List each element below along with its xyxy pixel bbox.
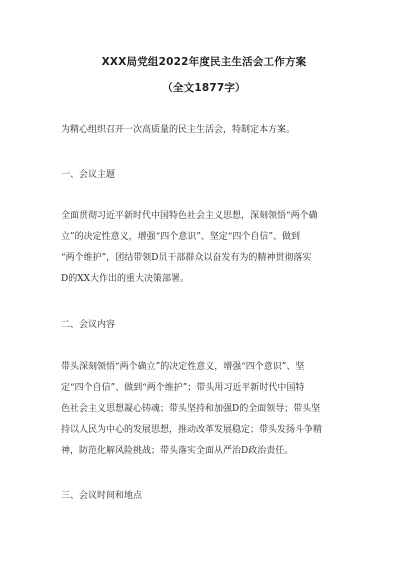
section-heading-1: 一、会议主题 [61, 170, 116, 180]
paragraph-line: 色社会主义思想凝心铸魂；带头坚持和加强D的全面领导；带头坚 [61, 404, 321, 414]
section-heading-2: 二、会议内容 [61, 320, 116, 330]
paragraph-line: 全面贯彻习近平新时代中国特色社会主义思想，深刻领悟“两个确 [61, 211, 318, 221]
paragraph-line: 立”的决定性意义，增强“四个意识”、坚定“四个自信”、做到 [61, 232, 301, 242]
section-paragraph-1 [61, 206, 351, 290]
paragraph-line: D的XX大作出的重大决策部署。 [61, 274, 190, 284]
paragraph-line: 定“四个自信”、做到“两个维护”；带头用习近平新时代中国特 [61, 383, 305, 393]
section-heading-3: 三、会议时间和地点 [61, 491, 143, 501]
intro-paragraph: 为精心组织召开一次高质量的民主生活会，特制定本方案。 [61, 125, 296, 135]
paragraph-line: “两个维护”，团结带领D员干部群众以奋发有为的精神贯彻落实 [61, 253, 312, 263]
document-subtitle: （全文1877字） [162, 82, 246, 94]
paragraph-line: 持以人民为中心的发展思想，推动改革发展稳定；带头发扬斗争精 [61, 425, 323, 435]
paragraph-line: 带头深刻领悟“两个确立”的决定性意义，增强“四个意识”、坚 [61, 362, 305, 372]
section-paragraph-2 [61, 357, 351, 462]
document-title: XXX局党组2022年度民主生活会工作方案 [101, 56, 307, 68]
paragraph-line: 神，防范化解风险挑战；带头落实全面从严治D政治责任。 [61, 446, 294, 456]
